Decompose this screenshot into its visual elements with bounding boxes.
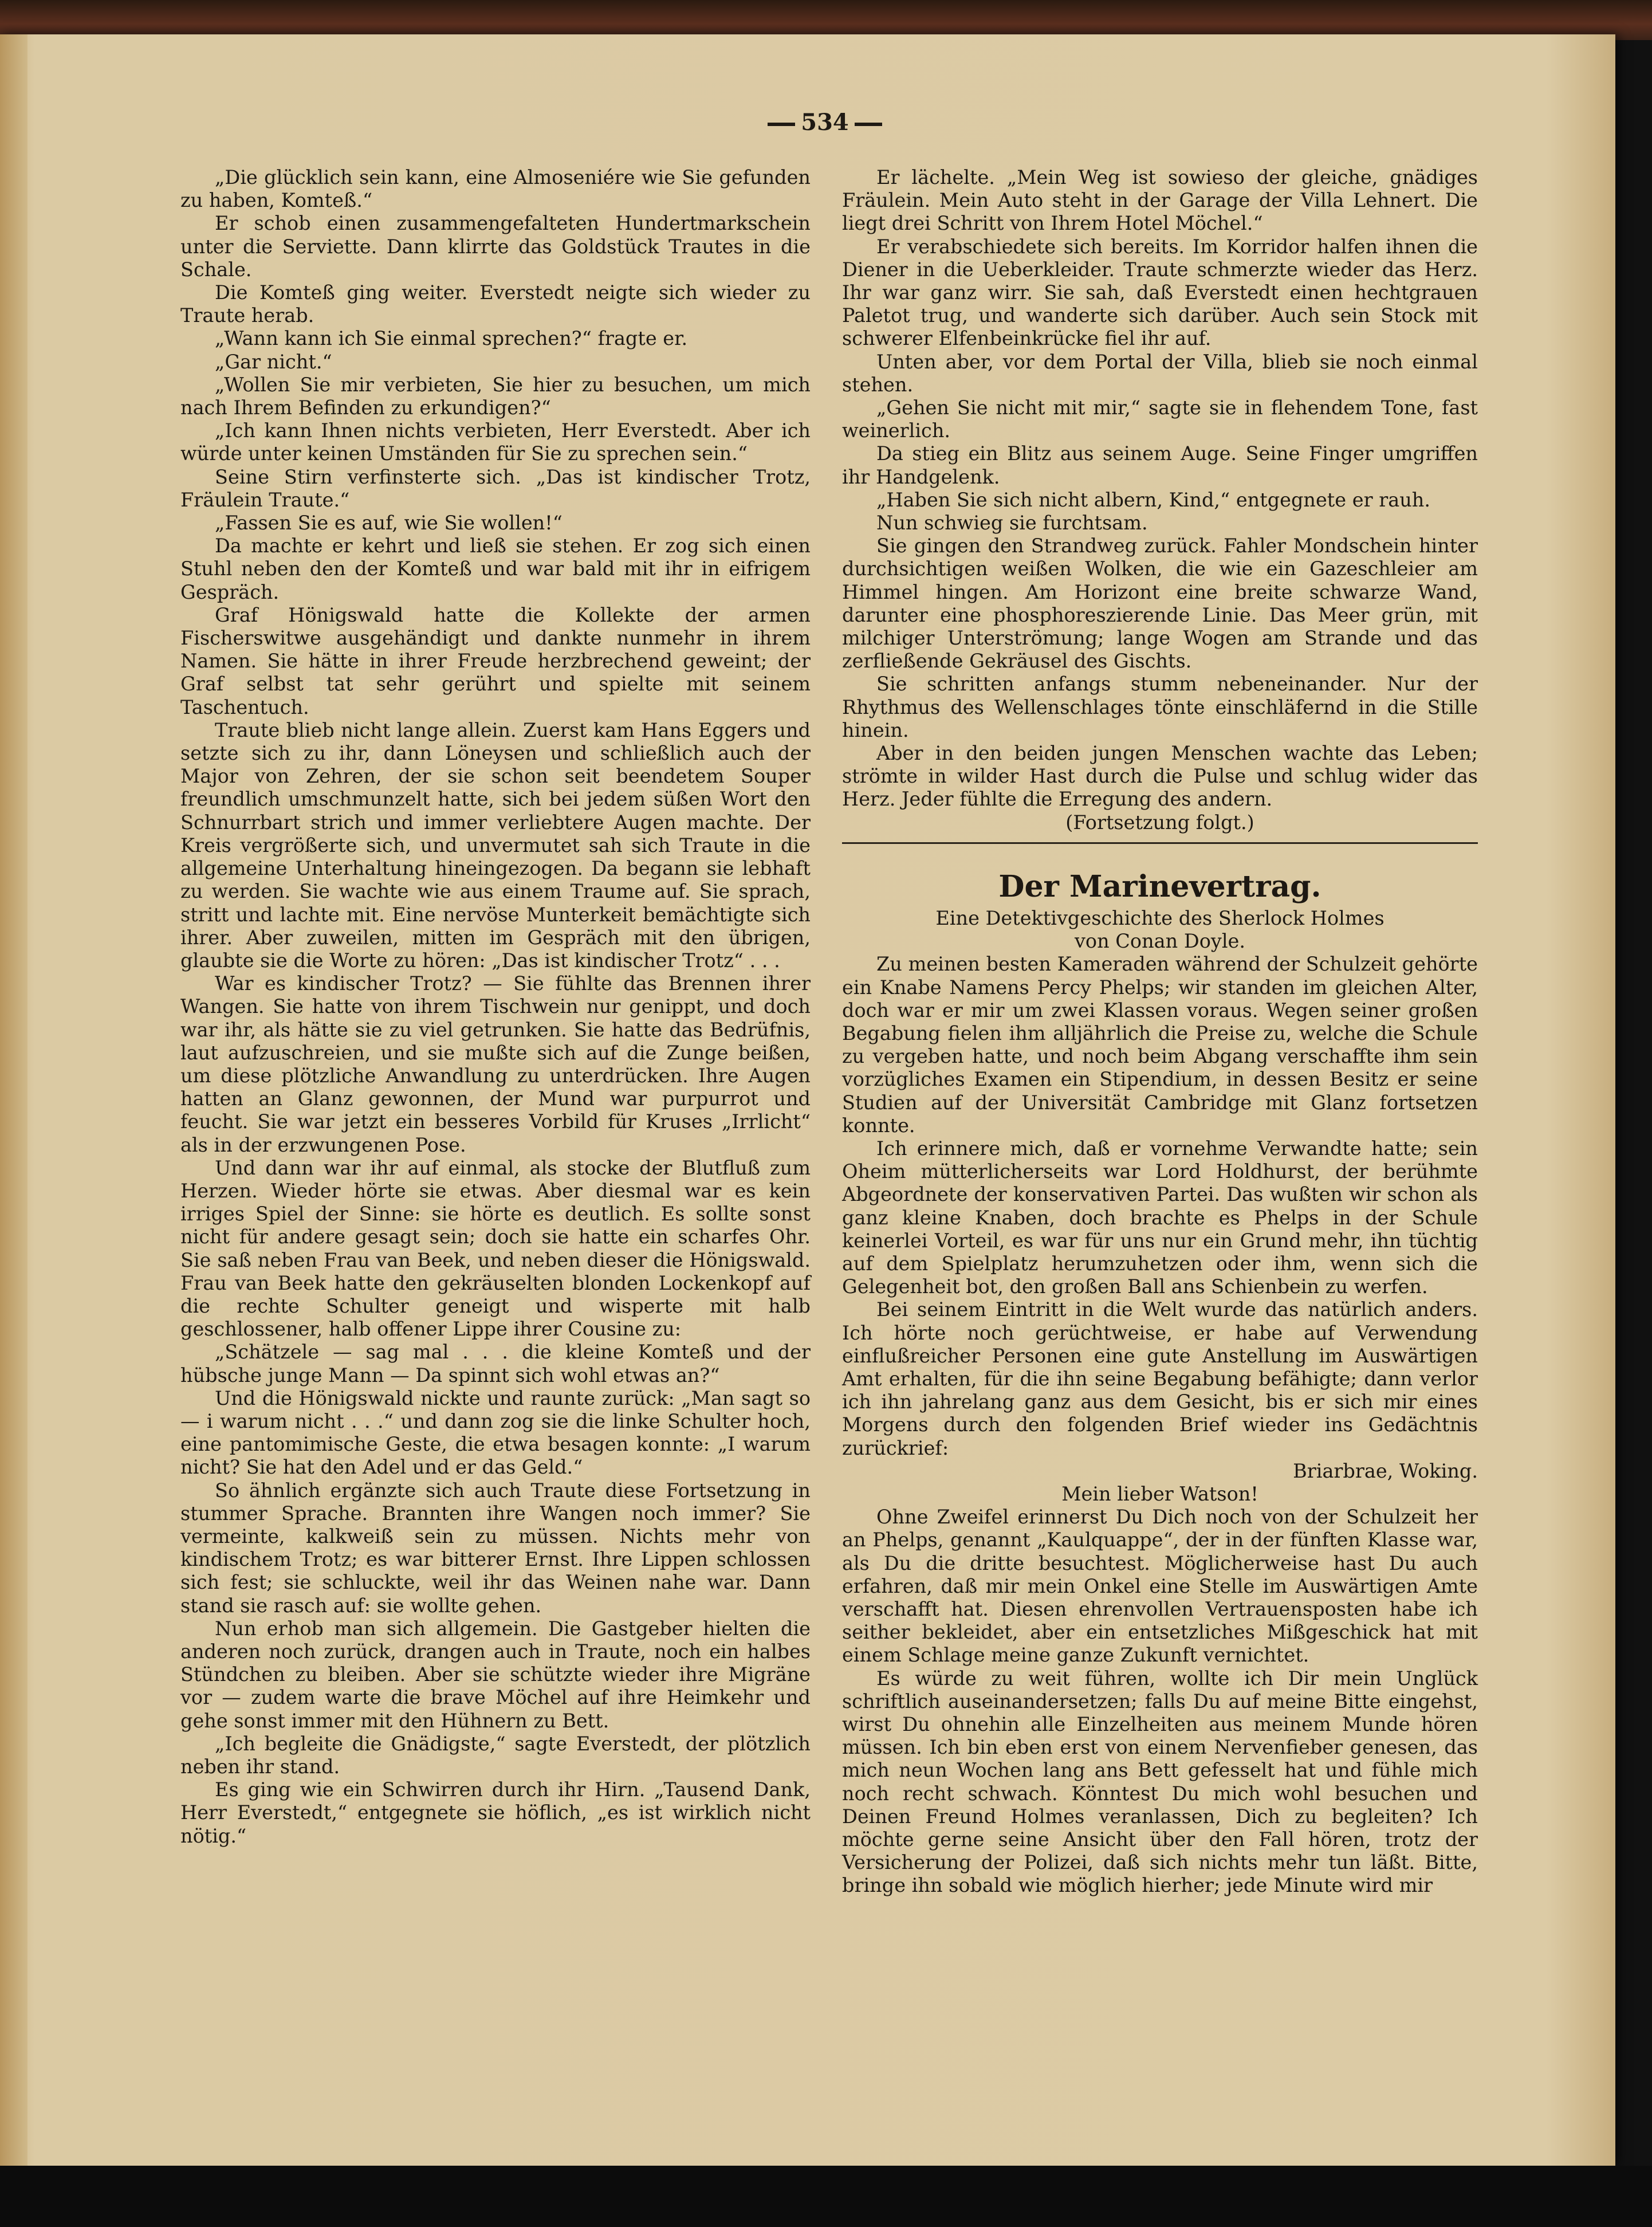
paragraph: Nun schwieg sie furchtsam.: [876, 512, 1148, 535]
paragraph: So ähnlich ergänzte sich auch Traute diese Fortsetzung in stummer Sprache. Brannten ihre Wangen noch immer? Sie vermeinte, kalkweiß sein zu müssen. Nichts mehr von kindischem Trotz; es war bitterer Ernst. Ihre Lippen schlossen sich fest; sie schluckte, weil ihr das Weinen nahe war. Dann stand sie rasch auf: sie wollte gehen.: [180, 1479, 811, 1617]
paragraph: Bei seinem Eintritt in die Welt wurde das natürlich anders. Ich hörte noch gerüchtweise, er habe auf Verwendung einflußreicher Personen eine gute Anstellung im Auswärtigen Amt erhalten, für die ihn seine Begabung befähigte; dann verlor ich ihn jahrelang ganz aus dem Gesicht, bis er sich mir eines Morgens durch den folgenden Brief wieder ins Gedächtnis zurückrief:: [842, 1298, 1478, 1459]
header-dash-right: [855, 123, 882, 126]
paragraph: „Die glücklich sein kann, eine Almoseniére wie Sie gefunden zu haben, Komteß.“: [180, 166, 811, 212]
page-number: 534: [801, 109, 849, 136]
paragraph: Traute blieb nicht lange allein. Zuerst kam Hans Eggers und setzte sich zu ihr, dann Löneysen und schließlich auch der Major von Zehren, der sie schon seit beendetem Souper freundlich umschmunzelt hatte, sich bei jedem süßen Wort den Schnurrbart strich und immer verliebtere Augen machte. Der Kreis vergrößerte sich, und unvermutet sah sich Traute in die allgemeine Unterhaltung hineingezogen. Da begann sie lebhaft zu werden. Sie wachte wie aus einem Traume auf. Sie sprach, stritt und lachte mit. Eine nervöse Munterkeit bemächtigte sich ihrer. Aber zuweilen, mitten im Gespräch mit den übrigen, glaubte sie die Worte zu hören: „Das ist kindischer Trotz“ . . .: [180, 718, 811, 972]
paragraph: Graf Hönigswald hatte die Kollekte der armen Fischerswitwe ausgehändigt und dankte nunmehr in ihrem Namen. Sie hätte in ihrer Freude herzbrechend geweint; der Graf selbst tat sehr gerührt und spielte mit seinem Taschentuch.: [180, 603, 811, 718]
paragraph: Da stieg ein Blitz aus seinem Auge. Seine Finger umgriffen ihr Handgelenk.: [842, 442, 1478, 488]
paragraph: „Wollen Sie mir verbieten, Sie hier zu besuchen, um mich nach Ihrem Befinden zu erkundigen?“: [180, 373, 811, 419]
paragraph: Und die Hönigswald nickte und raunte zurück: „Man sagt so — i warum nicht . . .“ und dann zog sie die linke Schulter hoch, eine pantomimische Geste, die etwa besagen konnte: „I warum nicht? Sie hat den Adel und er das Geld.“: [180, 1387, 811, 1479]
paragraph: „Gar nicht.“: [215, 350, 332, 373]
scan-border-bottom: [0, 2166, 1652, 2227]
right-column: [842, 166, 1478, 1898]
continuation-note: (Fortsetzung folgt.): [1065, 811, 1254, 834]
page-number-header: [739, 109, 911, 143]
letter-paragraph: Es würde zu weit führen, wollte ich Dir mein Unglück schriftlich auseinandersetzen; falls Du auf meine Bitte eingehst, wirst Du ohnehin alle Einzelheiten aus meinem Munde hören müssen. Ich bin eben erst von einem Nervenfieber genesen, das mich neun Wochen lang ans Bett gefesselt hat und fühle mich noch recht schwach. Könntest Du mich wohl besuchen und Deinen Freund Holmes veranlassen, Dich zu begleiten? Ich möchte gerne seine Ansicht über den Fall hören, trotz der Versicherung der Polizei, daß sich nichts mehr tun läßt. Bitte, bringe ihn sobald wie möglich hierher; jede Minute wird mir: [842, 1667, 1478, 1897]
paragraph: War es kindischer Trotz? — Sie fühlte das Brennen ihrer Wangen. Sie hatte von ihrem Tischwein nur genippt, und doch war ihr, als hätte sie zu viel getrunken. Sie hatte das Bedrüfnis, laut aufzuschreien, und sie mußte sich auf die Zunge beißen, um diese plötzliche Anwandlung zu unterdrücken. Ihre Augen hatten an Glanz gewonnen, der Mund war purpurrot und feucht. Sie war jetzt ein besseres Vorbild für Kruses „Irrlicht“ als in der erzwungenen Pose.: [180, 972, 811, 1156]
paragraph: „Haben Sie sich nicht albern, Kind,“ entgegnete er rauh.: [876, 488, 1431, 511]
paragraph: „Wann kann ich Sie einmal sprechen?“ fragte er.: [215, 327, 688, 350]
section-divider: [842, 842, 1478, 844]
story-author: von Conan Doyle.: [1074, 930, 1246, 953]
letter-salutation: Mein lieber Watson!: [1061, 1482, 1258, 1505]
paragraph: Sie gingen den Strandweg zurück. Fahler Mondschein hinter durchsichtigen weißen Wolken, die wie ein Gazeschleier am Himmel hingen. Am Horizont eine breite schwarze Wand, darunter eine phosphoreszierende Linie. Das Meer grün, mit milchiger Unterströmung; lange Wogen am Strande und das zerfließende Gekräusel des Gischts.: [842, 535, 1478, 673]
page-binding-edge: [0, 34, 27, 2166]
paragraph: „Fassen Sie es auf, wie Sie wollen!“: [215, 512, 563, 535]
paragraph: „Ich kann Ihnen nichts verbieten, Herr Everstedt. Aber ich würde unter keinen Umständen für Sie zu sprechen sein.“: [180, 419, 811, 465]
paragraph: „Gehen Sie nicht mit mir,“ sagte sie in flehendem Tone, fast weinerlich.: [842, 396, 1478, 442]
paragraph: Die Komteß ging weiter. Everstedt neigte sich wieder zu Traute herab.: [180, 281, 811, 327]
header-dash-left: [768, 123, 795, 126]
left-column: [180, 166, 811, 1848]
paragraph: Aber in den beiden jungen Menschen wachte das Leben; strömte in wilder Hast durch die Pulse und schlug wider das Herz. Jeder fühlte die Erregung des andern.: [842, 742, 1478, 811]
paragraph: Unten aber, vor dem Portal der Villa, blieb sie noch einmal stehen.: [842, 350, 1478, 396]
paragraph: Sie schritten anfangs stumm nebeneinander. Nur der Rhythmus des Wellenschlages tönte einschläfernd in die Stille hinein.: [842, 673, 1478, 741]
paragraph: Zu meinen besten Kameraden während der Schulzeit gehörte ein Knabe Namens Percy Phelps; wir standen im gleichen Alter, doch war er mir um zwei Klassen voraus. Wegen seiner großen Begabung fielen ihm alljährlich die Preise zu, welche die Schule zu vergeben hatte, und noch beim Abgang verschaffte ihm sein vorzügliches Examen ein Stipendium, in dessen Besitz er seine Studien auf der Universität Cambridge mit Glanz fortsetzen konnte.: [842, 953, 1478, 1137]
story-title: Der Marinevertrag.: [998, 869, 1321, 904]
letter-place: Briarbrae, Woking.: [1293, 1459, 1478, 1482]
paragraph: Nun erhob man sich allgemein. Die Gastgeber hielten die anderen noch zurück, drangen auch in Traute, noch ein halbes Stündchen zu bleiben. Aber sie schützte wieder ihre Migräne vor — zudem warte die brave Möchel auf ihre Heimkehr und gehe sonst immer mit den Hühnern zu Bett.: [180, 1617, 811, 1732]
paragraph: Und dann war ihr auf einmal, als stocke der Blutfluß zum Herzen. Wieder hörte sie etwas. Aber diesmal war es kein irriges Spiel der Sinne: sie hörte es deutlich. Es sollte sonst nicht für andere gesagt sein; doch sie hatte ein scharfes Ohr. Sie saß neben Frau van Beek, und neben dieser die Hönigswald. Frau van Beek hatte den gekräuselten blonden Lockenkopf auf die rechte Schulter geneigt und wisperte mit halb geschlossener, halb offener Lippe ihrer Cousine zu:: [180, 1156, 811, 1341]
story-subtitle: Eine Detektivgeschichte des Sherlock Holmes: [935, 906, 1384, 929]
paragraph: Seine Stirn verfinsterte sich. „Das ist kindischer Trotz, Fräulein Traute.“: [180, 465, 811, 511]
paragraph: Es ging wie ein Schwirren durch ihr Hirn. „Tausend Dank, Herr Everstedt,“ entgegnete sie höflich, „es ist wirklich nicht nötig.“: [180, 1778, 811, 1847]
paragraph: Er verabschiedete sich bereits. Im Korridor halfen ihnen die Diener in die Ueberkleider. Traute schmerzte wieder das Herz. Ihr war ganz wirr. Sie sah, daß Everstedt einen hechtgrauen Paletot trug, und wanderte sich darüber. Auch sein Stock mit schwerer Elfenbeinkrücke fiel ihr auf.: [842, 235, 1478, 350]
paragraph: „Schätzele — sag mal . . . die kleine Komteß und der hübsche junge Mann — Da spinnt sich wohl etwas an?“: [180, 1341, 811, 1387]
paragraph: Er lächelte. „Mein Weg ist sowieso der gleiche, gnädiges Fräulein. Mein Auto steht in der Garage der Villa Lehnert. Die liegt drei Schritt von Ihrem Hotel Möchel.“: [842, 166, 1478, 235]
letter-paragraph: Ohne Zweifel erinnerst Du Dich noch von der Schulzeit her an Phelps, genannt „Kaulquappe“, der in der fünften Klasse war, als Du die dritte besuchtest. Möglicherweise hast Du auch erfahren, daß mir mein Onkel eine Stelle im Auswärtigen Amte verschafft hat. Diesen ehrenvollen Vertrauensposten habe ich seither bekleidet, aber ein entsetzliches Mißgeschick hat mit einem Schlage meine ganze Zukunft vernichtet.: [842, 1506, 1478, 1667]
paragraph: Er schob einen zusammengefalteten Hundertmarkschein unter die Serviette. Dann klirrte das Goldstück Trautes in die Schale.: [180, 212, 811, 281]
paragraph: Ich erinnere mich, daß er vornehme Verwandte hatte; sein Oheim mütterlicherseits war Lord Holdhurst, der berühmte Abgeordnete der konservativen Partei. Das wußten wir schon als ganz kleine Knaben, doch brachte es Phelps in der Schule keinerlei Vorteil, es war für uns nur ein Grund mehr, ihn tüchtig auf dem Spielplatz herumzuhetzen oder ihm, wenn sich die Gelegenheit bot, den großen Ball ans Schienbein zu werfen.: [842, 1137, 1478, 1298]
paragraph: „Ich begleite die Gnädigste,“ sagte Everstedt, der plötzlich neben ihr stand.: [180, 1732, 811, 1778]
paragraph: Da machte er kehrt und ließ sie stehen. Er zog sich einen Stuhl neben den der Komteß und war bald mit ihr in eifrigem Gespräch.: [180, 535, 811, 603]
